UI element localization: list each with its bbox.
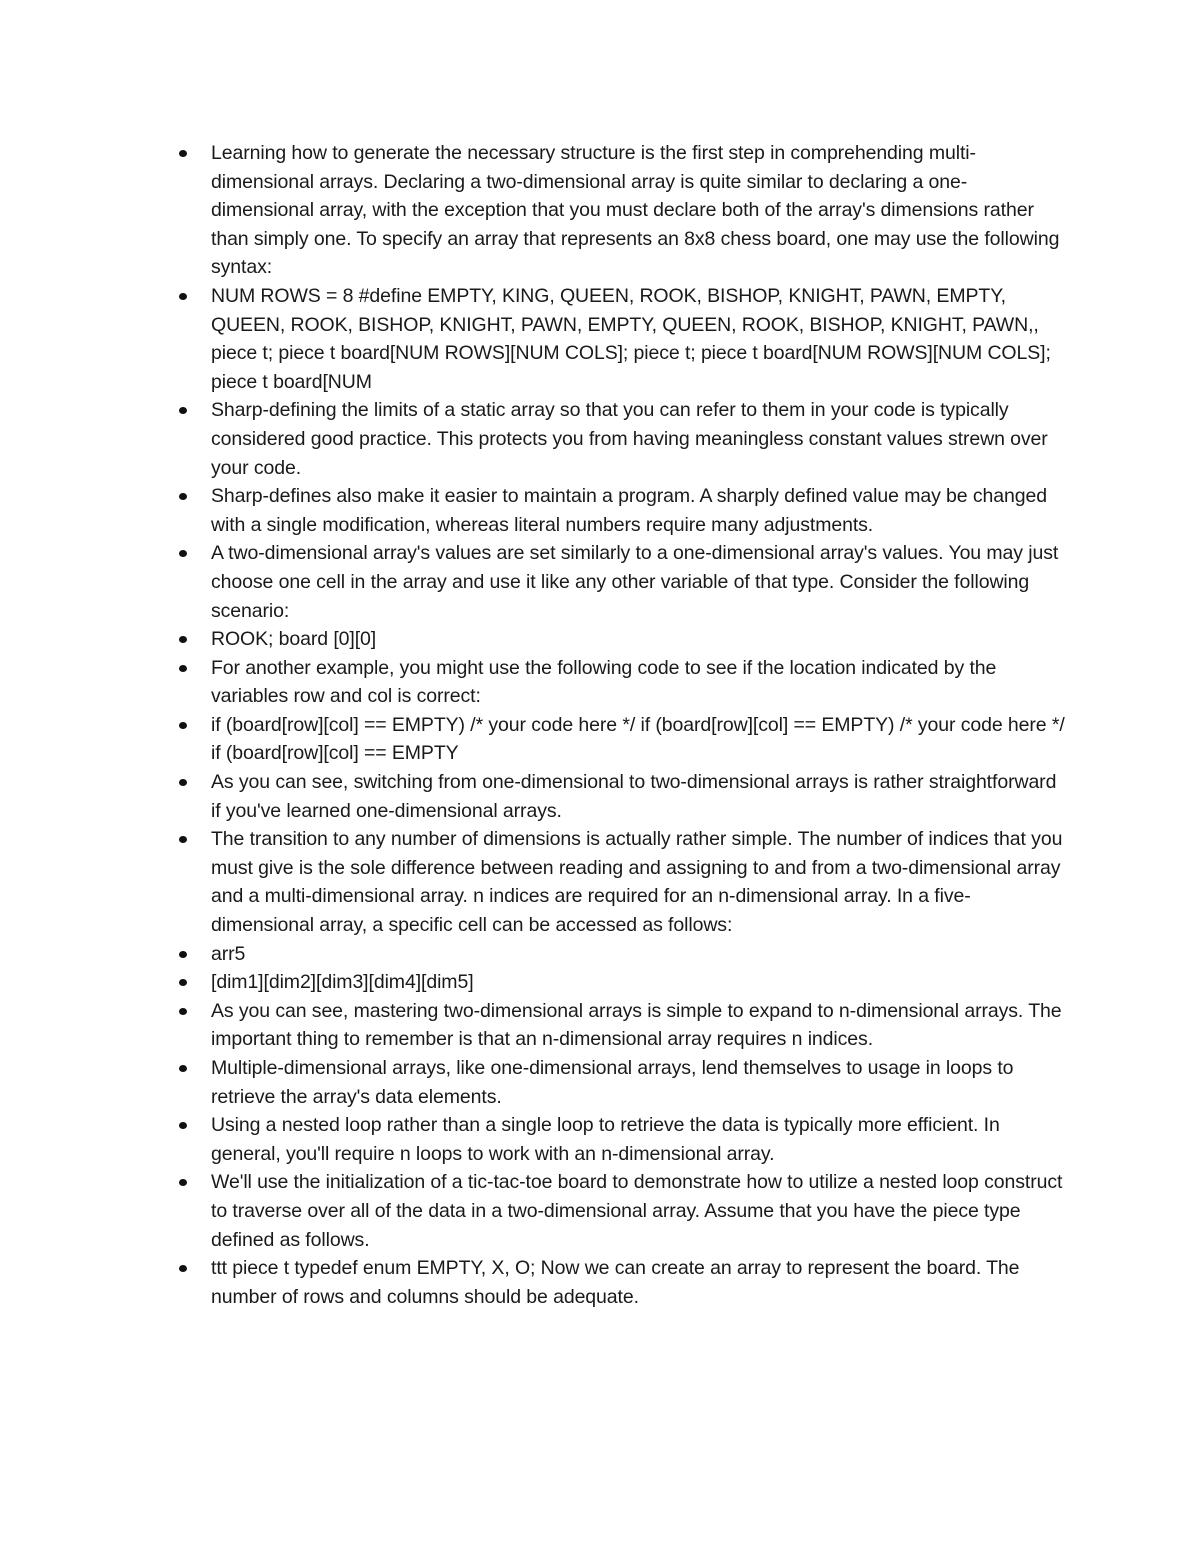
list-item [175, 825, 1065, 939]
list-item [175, 997, 1065, 1054]
list-item [175, 625, 1065, 654]
list-item [175, 1168, 1065, 1254]
list-item [175, 1054, 1065, 1111]
list-item [175, 282, 1065, 396]
list-item [175, 654, 1065, 711]
list-item-text: We'll use the initialization of a tic-tac-toe board to demonstrate how to utilize a nested loop construct to traverse over all of the data in a two-dimensional array. Assume that you have the piece type defined as follows. [211, 1171, 1063, 1251]
bullet-dot-icon [179, 836, 187, 843]
list-item-text: The transition to any number of dimensions is actually rather simple. The number of indices that you must give is the sole difference between reading and assigning to and from a two-dimensional array and a multi-dimensional array. n indices are required for an n-dimensional array. In a five-dimensional array, a specific cell can be accessed as follows: [211, 828, 1063, 937]
list-item-text: Multiple-dimensional arrays, like one-dimensional arrays, lend themselves to usage in loops to retrieve the array's data elements. [211, 1057, 1014, 1108]
list-item [175, 1111, 1065, 1168]
list-item-text: [dim1][dim2][dim3][dim4][dim5] [211, 971, 474, 994]
list-item-text: Using a nested loop rather than a single loop to retrieve the data is typically more efficient. In general, you'll require n loops to work with an n-dimensional array. [211, 1114, 1000, 1165]
bullet-dot-icon [179, 1179, 187, 1186]
list-item-text: ttt piece t typedef enum EMPTY, X, O; Now we can create an array to represent the board. The number of rows and columns should be adequate. [211, 1257, 1020, 1308]
list-item-text: A two-dimensional array's values are set similarly to a one-dimensional array's values. You may just choose one cell in the array and use it like any other variable of that type. Consider the following scenario: [211, 542, 1059, 622]
list-item-text: As you can see, mastering two-dimensional arrays is simple to expand to n-dimensional arrays. The important thing to remember is that an n-dimensional array requires n indices. [211, 999, 1062, 1051]
bullet-dot-icon [179, 1065, 187, 1072]
list-item [175, 711, 1065, 768]
list-item-text: Sharp-defines also make it easier to maintain a program. A sharply defined value may be changed with a single modification, whereas literal numbers require many adjustments. [211, 485, 1047, 536]
bullet-dot-icon [179, 979, 187, 986]
bullet-dot-icon [179, 493, 187, 500]
bullet-list [175, 139, 1065, 1311]
list-item [175, 1254, 1065, 1311]
list-item [175, 139, 1065, 282]
bullet-dot-icon [179, 1008, 187, 1015]
bullet-dot-icon [179, 722, 187, 729]
list-item [175, 968, 1065, 997]
bullet-dot-icon [179, 407, 187, 414]
bullet-dot-icon [179, 293, 187, 300]
bullet-dot-icon [179, 951, 187, 958]
list-item [175, 396, 1065, 482]
list-item [175, 539, 1065, 625]
bullet-dot-icon [179, 1265, 187, 1272]
list-item-text: if (board[row][col] == EMPTY) /* your code here */ if (board[row][col] == EMPTY) /* your code here */ if (board[row][col] == EMPTY [211, 713, 1065, 765]
list-item-text: arr5 [211, 942, 246, 965]
bullet-dot-icon [179, 636, 187, 643]
bullet-dot-icon [179, 550, 187, 557]
list-item-text: Learning how to generate the necessary structure is the first step in comprehending multi-dimensional arrays. Declaring a two-dimensional array is quite similar to declaring a one-dimensional array, with the exception that you must declare both of the array's dimensions rather than simply one. To specify an array that represents an 8x8 chess board, one may use the following syntax: [211, 142, 1060, 279]
list-item-text: Sharp-defining the limits of a static array so that you can refer to them in your code is typically considered good practice. This protects you from having meaningless constant values strewn over your code. [211, 399, 1048, 479]
bullet-dot-icon [179, 150, 187, 157]
bullet-dot-icon [179, 1122, 187, 1129]
list-item-text: ROOK; board [0][0] [211, 628, 377, 651]
list-item [175, 768, 1065, 825]
bullet-dot-icon [179, 665, 187, 672]
list-item [175, 940, 1065, 969]
list-item-text: For another example, you might use the following code to see if the location indicated by the variables row and col is correct: [211, 656, 997, 708]
list-item-text: As you can see, switching from one-dimensional to two-dimensional arrays is rather straightforward if you've learned one-dimensional arrays. [211, 771, 1057, 822]
bullet-dot-icon [179, 779, 187, 786]
list-item-text: NUM ROWS = 8 #define EMPTY, KING, QUEEN, ROOK, BISHOP, KNIGHT, PAWN, EMPTY, QUEEN, ROOK, BISHOP, KNIGHT, PAWN, EMPTY, QUEEN, ROOK, BISHOP, KNIGHT, PAWN,, piece t; piece t board[NUM ROWS][NUM COLS]; piece t; piece t board[NUM ROWS][NUM COLS]; piece t board[NUM [211, 284, 1051, 393]
list-item [175, 482, 1065, 539]
